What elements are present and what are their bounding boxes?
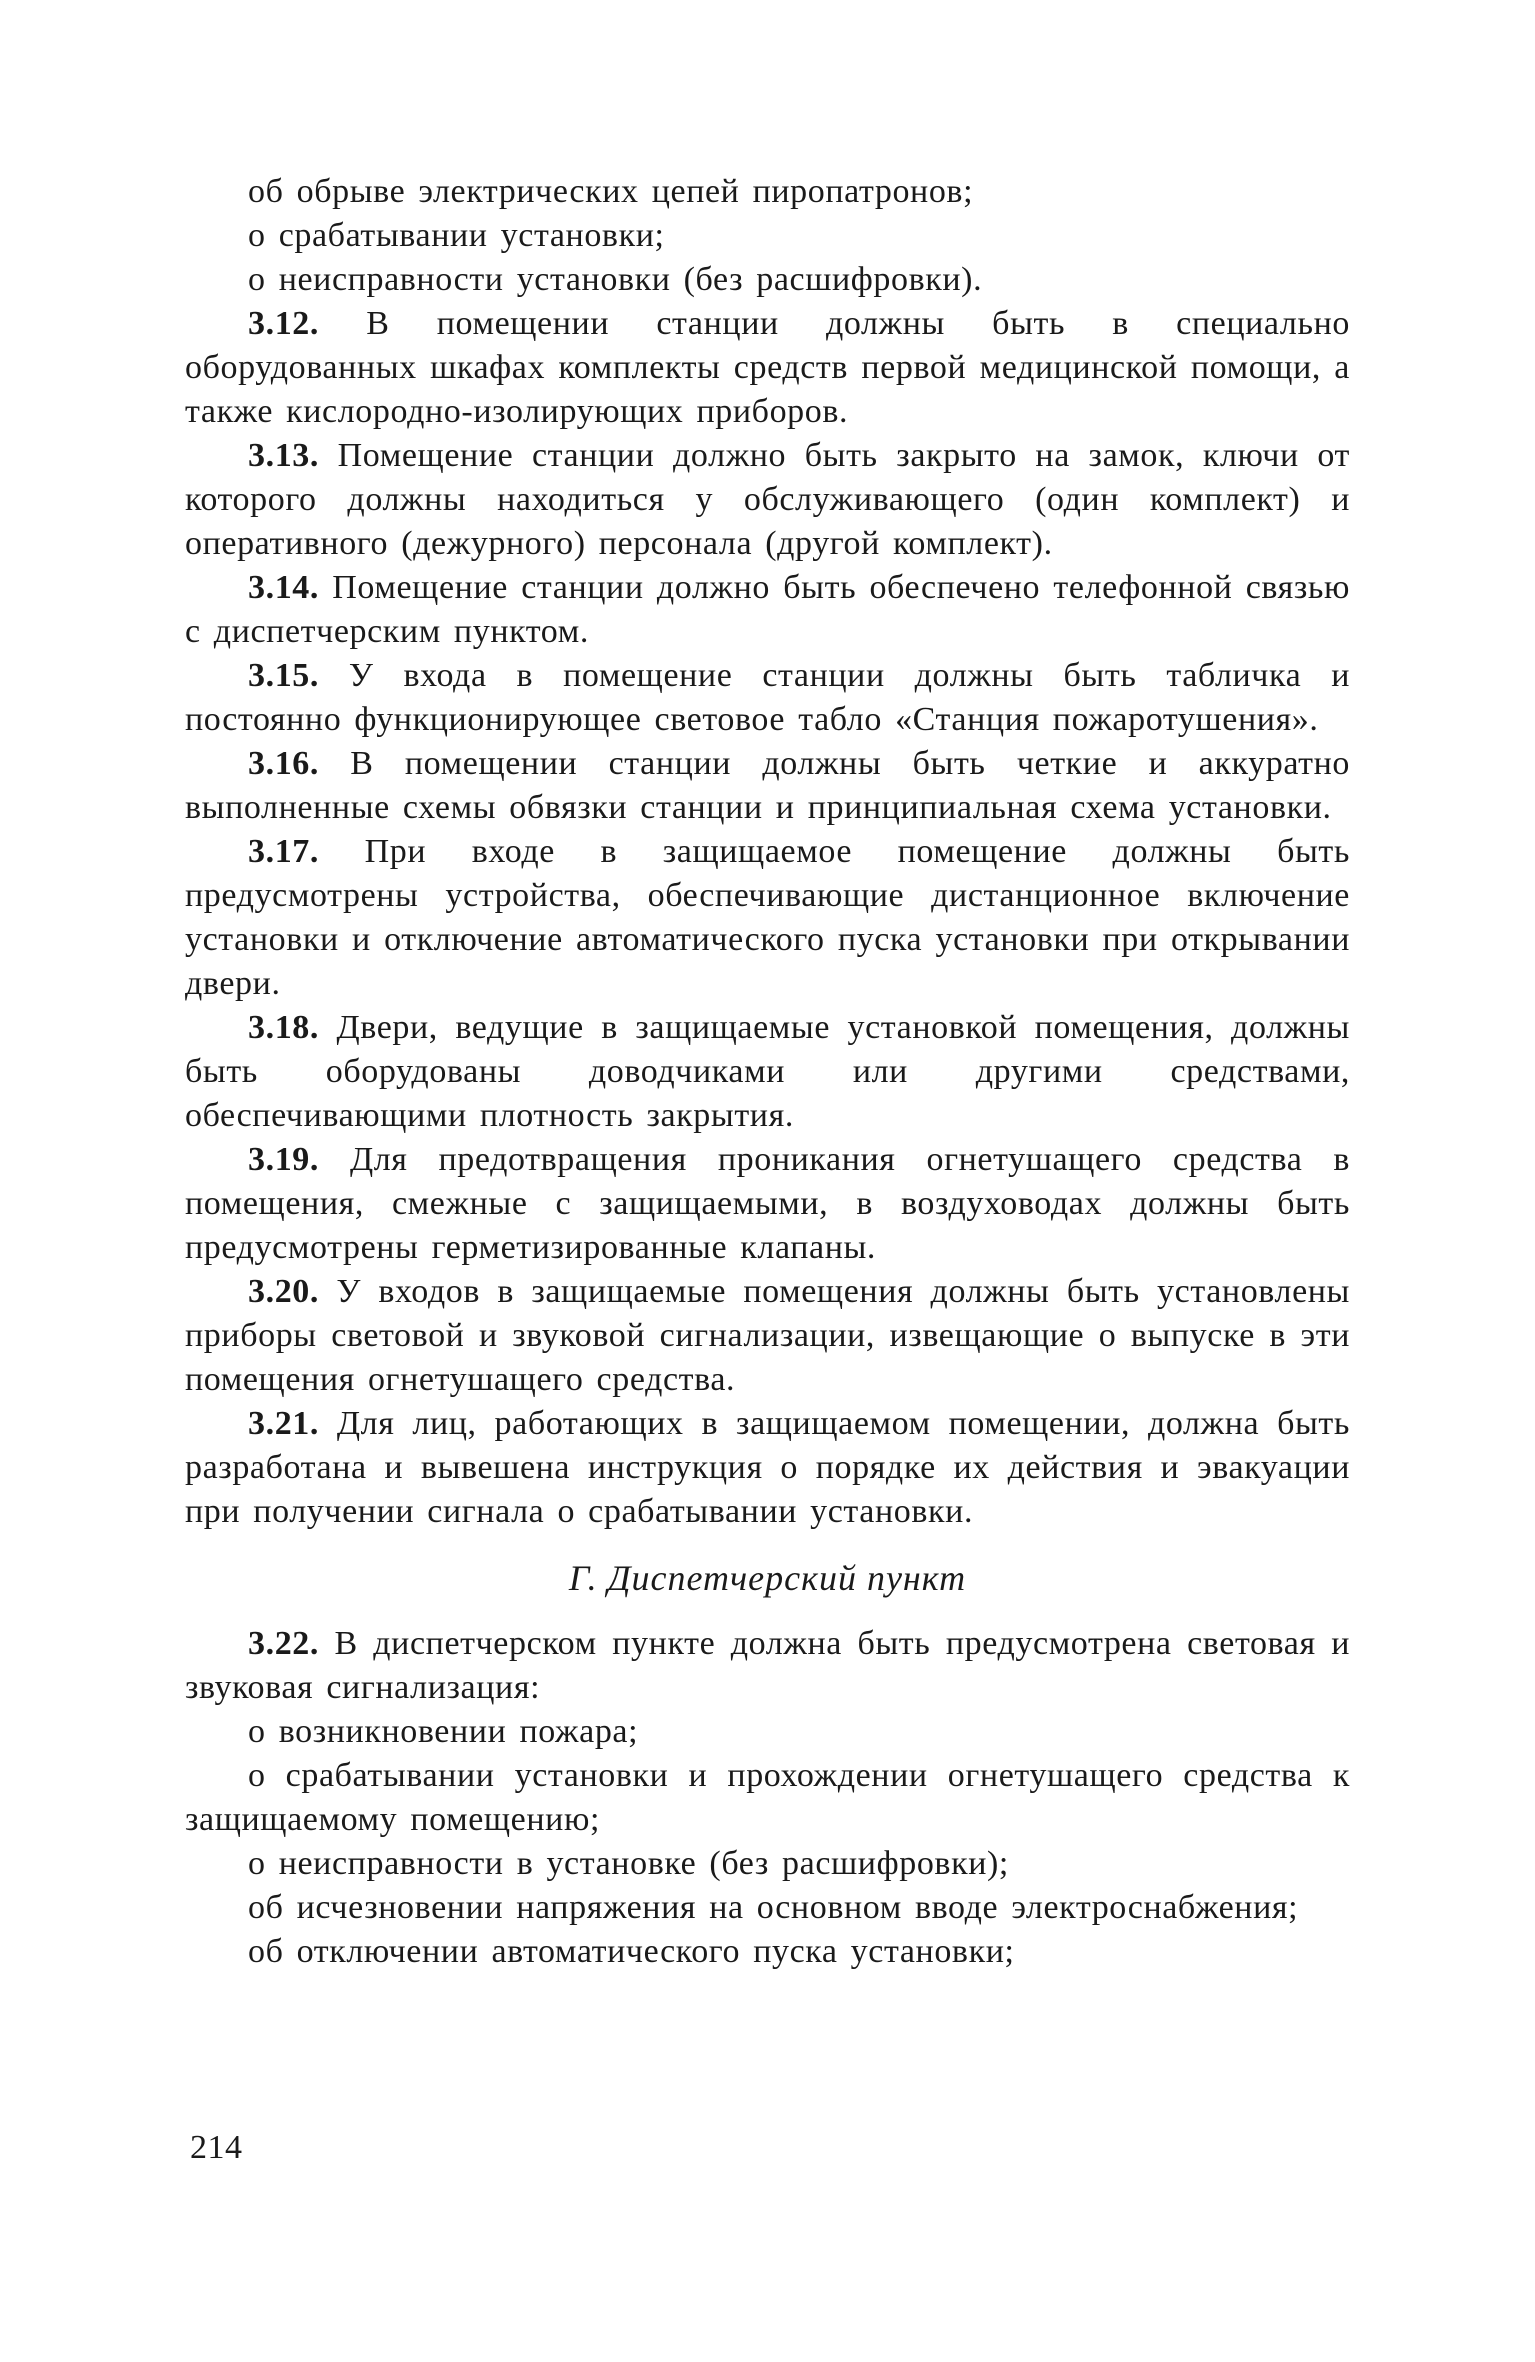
page-number: 214 bbox=[190, 2129, 243, 2166]
clause-number: 3.22. bbox=[248, 1625, 319, 1662]
clause-3-20 bbox=[185, 1270, 1350, 1402]
clause-number: 3.15. bbox=[248, 657, 319, 694]
clause-text: У входов в защищаемые помещения должны быть установлены приборы световой и звуковой сигнализации, извещающие о выпуске в эти помещения огнетушащего средства. bbox=[185, 1273, 1350, 1398]
clause-text: Для лиц, работающих в защищаемом помещении, должна быть разработана и вывешена инструкция о порядке их действия и эвакуации при получении сигнала о срабатывании установки. bbox=[185, 1405, 1350, 1530]
list-item: о срабатывании установки и прохождении огнетушащего средства к защищаемому помещению; bbox=[185, 1757, 1350, 1838]
clause-text: Для предотвращения проникания огнетушащего средства в помещения, смежные с защищаемыми, в воздуховодах должны быть предусмотрены герметизированные клапаны. bbox=[185, 1141, 1350, 1266]
clause-3-15 bbox=[185, 654, 1350, 742]
clause-3-13 bbox=[185, 434, 1350, 566]
clause-3-14 bbox=[185, 566, 1350, 654]
clause-text: У входа в помещение станции должны быть табличка и постоянно функционирующее световое табло «Станция пожаротушения». bbox=[185, 657, 1350, 738]
list-item: о неисправности установки (без расшифровки). bbox=[248, 261, 983, 298]
clause-text: Двери, ведущие в защищаемые установкой помещения, должны быть оборудованы доводчиками или другими средствами, обеспечивающими плотность закрытия. bbox=[185, 1009, 1350, 1134]
list-item: о возникновении пожара; bbox=[248, 1713, 639, 1750]
clause-text: Помещение станции должно быть обеспечено телефонной связью с диспетчерским пунктом. bbox=[185, 569, 1350, 650]
clause-number: 3.17. bbox=[248, 833, 319, 870]
clause-3-16 bbox=[185, 742, 1350, 830]
clause-3-19 bbox=[185, 1138, 1350, 1270]
clause-3-12 bbox=[185, 302, 1350, 434]
clause-number: 3.14. bbox=[248, 569, 319, 606]
list-item: об отключении автоматического пуска установки; bbox=[248, 1933, 1015, 1970]
clause-text: При входе в защищаемое помещение должны быть предусмотрены устройства, обеспечивающие дистанционное включение установки и отключение автоматического пуска установки при открывании двери. bbox=[185, 833, 1350, 1002]
list-item: об обрыве электрических цепей пиропатронов; bbox=[248, 173, 974, 210]
clause-3-18 bbox=[185, 1006, 1350, 1138]
list-item: о неисправности в установке (без расшифровки); bbox=[248, 1845, 1009, 1882]
clause-text: В помещении станции должны быть четкие и аккуратно выполненные схемы обвязки станции и принципиальная схема установки. bbox=[185, 745, 1350, 826]
clause-number: 3.12. bbox=[248, 305, 319, 342]
clause-number: 3.20. bbox=[248, 1273, 319, 1310]
section-heading: Г. Диспетчерский пункт bbox=[568, 1558, 967, 1598]
clause-text: Помещение станции должно быть закрыто на замок, ключи от которого должны находиться у обслуживающего (один комплект) и оперативного (дежурного) персонала (другой комплект). bbox=[185, 437, 1350, 562]
clause-3-21 bbox=[185, 1402, 1350, 1534]
clause-3-22 bbox=[185, 1622, 1350, 1710]
clause-number: 3.18. bbox=[248, 1009, 319, 1046]
clause-3-17 bbox=[185, 830, 1350, 1006]
clause-number: 3.19. bbox=[248, 1141, 319, 1178]
clause-text: В помещении станции должны быть в специально оборудованных шкафах комплекты средств первой медицинской помощи, а также кислородно-изолирующих приборов. bbox=[185, 305, 1350, 430]
clause-number: 3.21. bbox=[248, 1405, 319, 1442]
clause-text: В диспетчерском пункте должна быть предусмотрена световая и звуковая сигнализация: bbox=[185, 1625, 1350, 1706]
clause-number: 3.13. bbox=[248, 437, 319, 474]
clause-number: 3.16. bbox=[248, 745, 319, 782]
page-body bbox=[185, 170, 1350, 1974]
list-item: о срабатывании установки; bbox=[248, 217, 665, 254]
list-item: об исчезновении напряжения на основном вводе электроснабжения; bbox=[248, 1889, 1299, 1926]
